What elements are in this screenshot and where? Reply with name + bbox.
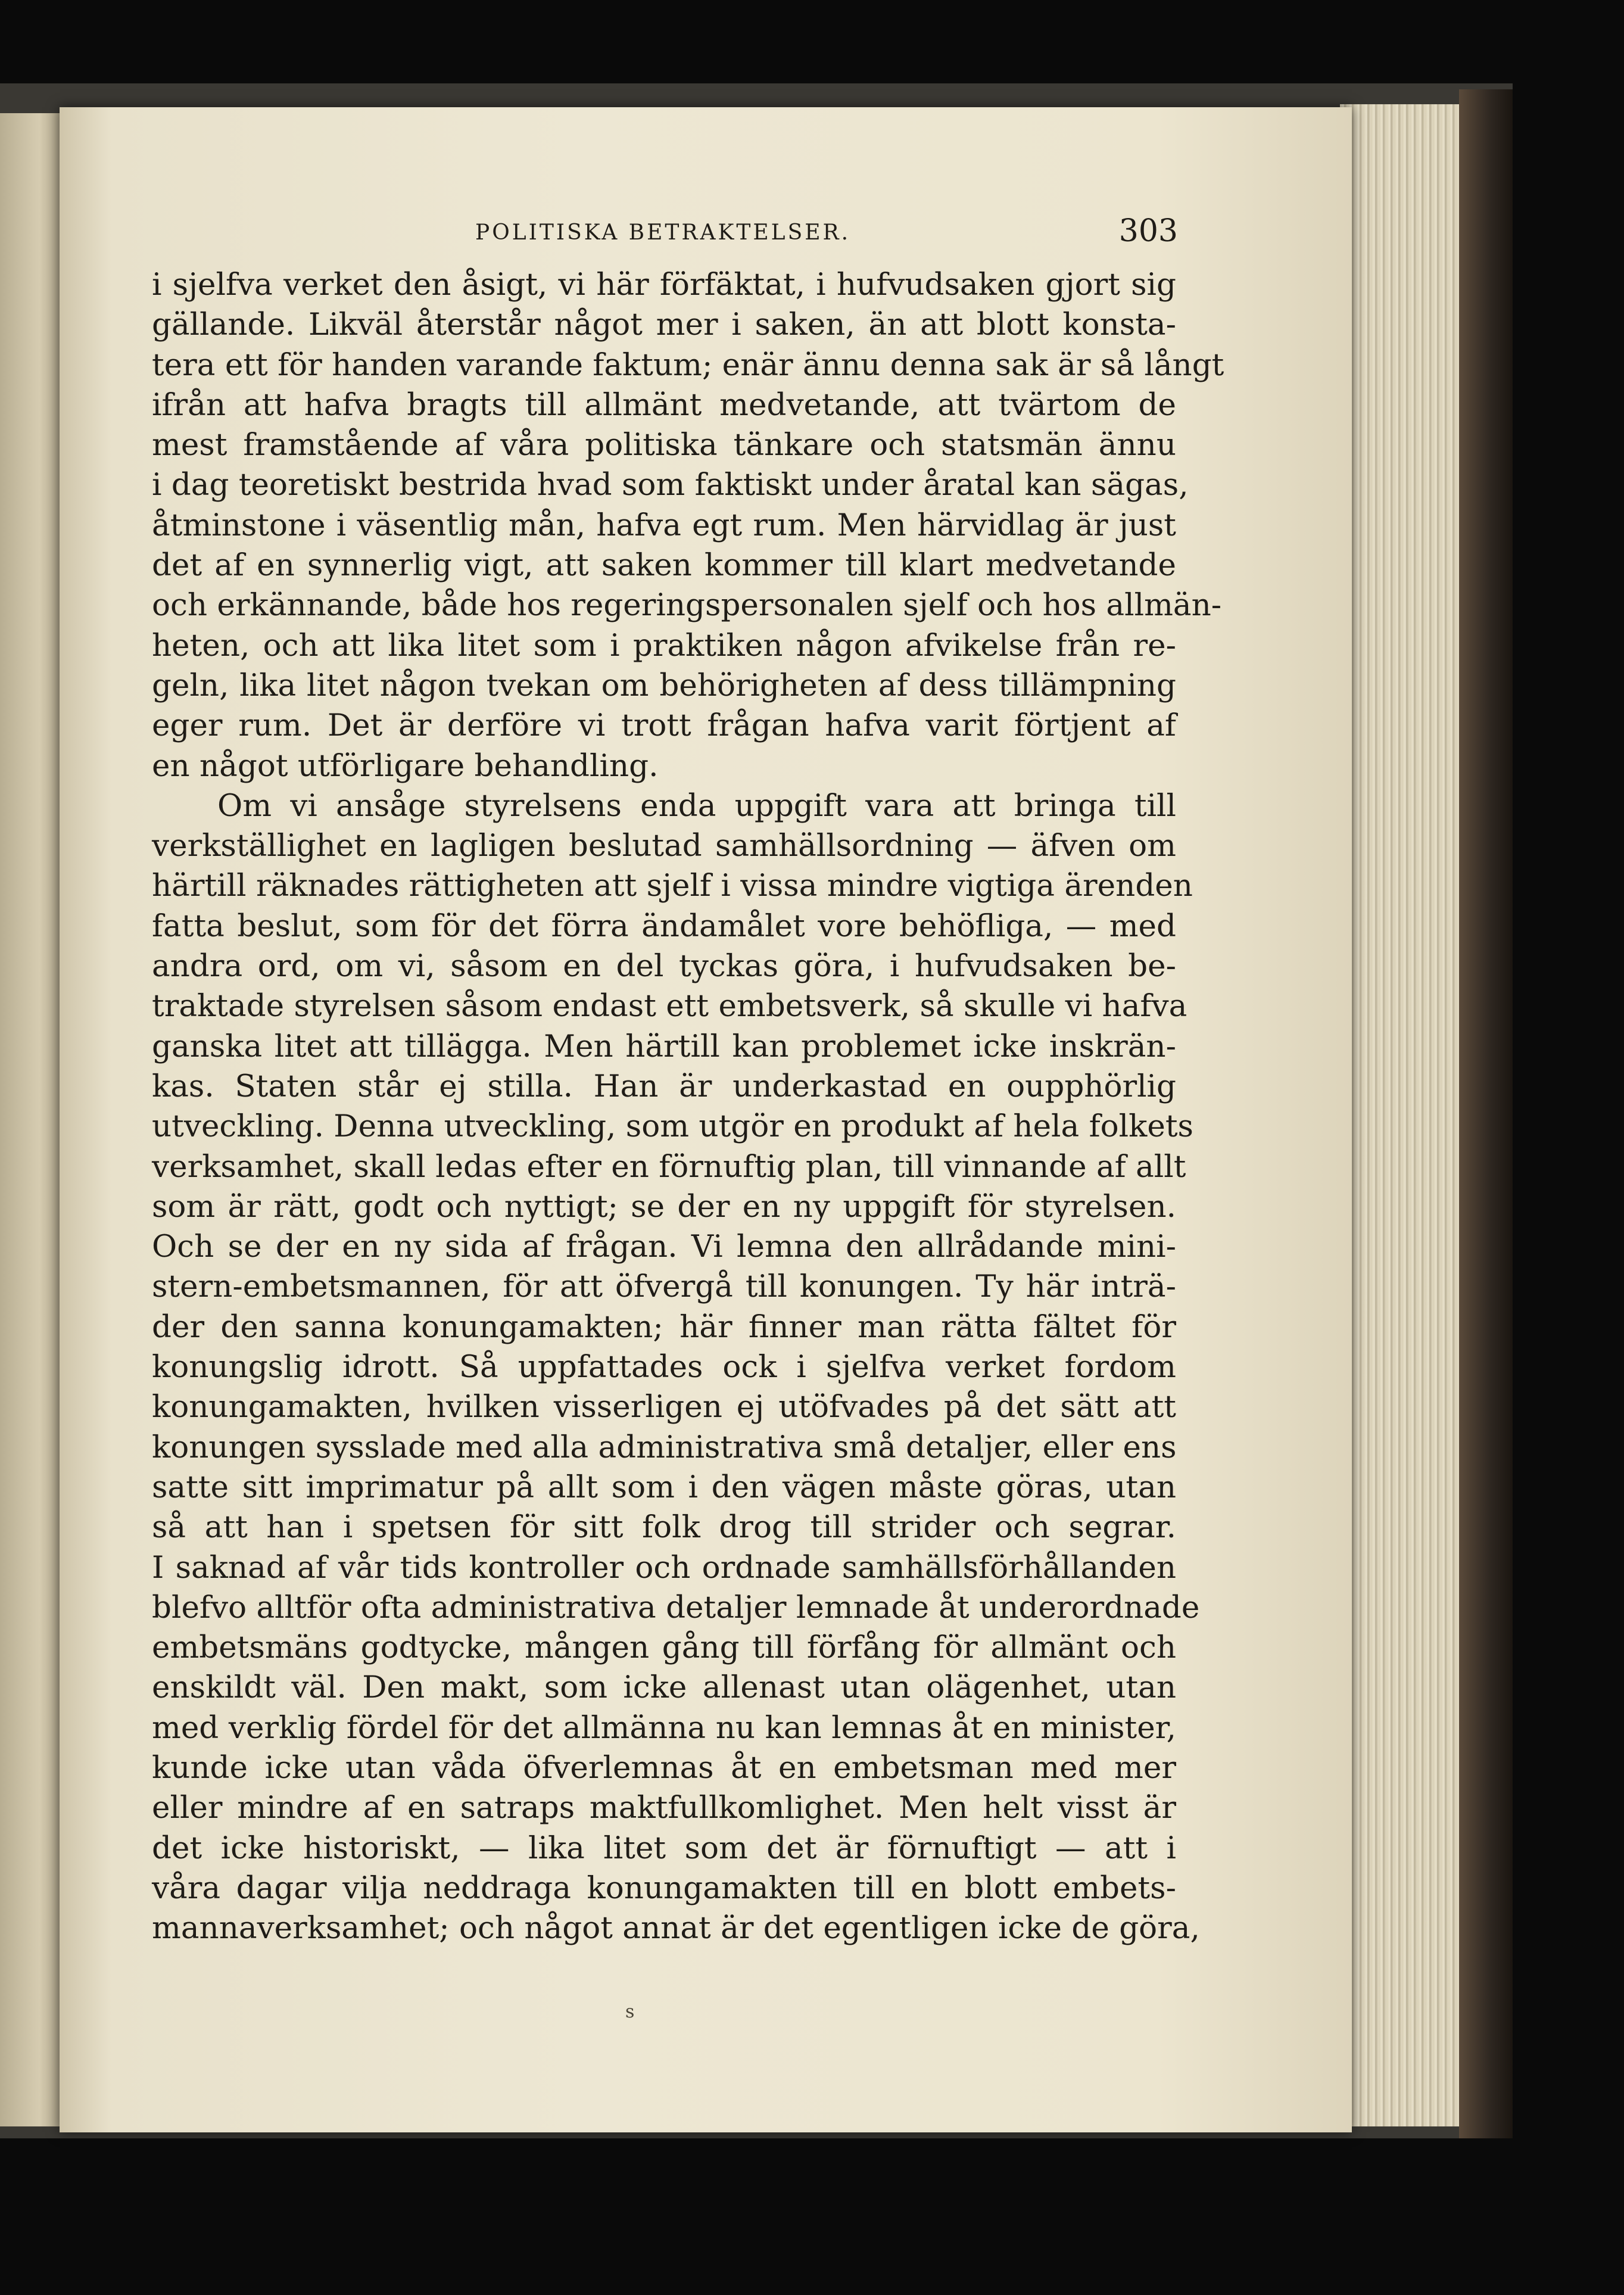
text-line: och erkännande, både hos regeringspersonalen sjelf och hos allmän- bbox=[152, 587, 1222, 624]
text-line: eger rum. Det är derföre vi trott frågan hafva varit förtjent af bbox=[152, 708, 1176, 744]
text-line: ganska litet att tillägga. Men härtill kan problemet icke inskrän- bbox=[152, 1028, 1176, 1064]
text-line: så att han i spetsen för sitt folk drog till strider och segrar. bbox=[152, 1509, 1176, 1546]
page-number: 303 bbox=[1118, 213, 1178, 249]
text-line: blefvo alltför ofta administrativa detaljer lemnade åt underordnade bbox=[152, 1589, 1200, 1626]
text-line: heten, och att lika litet som i praktiken någon afvikelse från re- bbox=[152, 627, 1176, 664]
text-line: Om vi ansåge styrelsens enda uppgift vara att bringa till bbox=[217, 787, 1176, 824]
page-header bbox=[154, 210, 1178, 263]
text-line: härtill räknades rättigheten att sjelf i vissa mindre vigtiga ärenden bbox=[152, 868, 1193, 904]
text-line: stern-embetsmannen, för att öfvergå till konungen. Ty här inträ- bbox=[152, 1269, 1176, 1305]
text-line: konungamakten, hvilken visserligen ej utöfvades på det sätt att bbox=[152, 1389, 1176, 1425]
book-spine bbox=[1459, 89, 1513, 2138]
text-line: tera ett för handen varande faktum; enär ännu denna sak är så långt bbox=[152, 347, 1224, 383]
text-line: åtminstone i väsentlig mån, hafva egt rum. Men härvidlag är just bbox=[152, 507, 1176, 543]
text-line: fatta beslut, som för det förra ändamålet vore behöfliga, — med bbox=[152, 908, 1176, 944]
text-line: satte sitt imprimatur på allt som i den vägen måste göras, utan bbox=[152, 1469, 1176, 1505]
text-line: gällande. Likväl återstår något mer i saken, än att blott konsta- bbox=[152, 307, 1176, 343]
text-line: det icke historiskt, — lika litet som det är förnuftigt — att i bbox=[152, 1830, 1176, 1866]
text-line: kas. Staten står ej stilla. Han är underkastad en oupphörlig bbox=[152, 1068, 1176, 1104]
text-line: med verklig fördel för det allmänna nu kan lemnas åt en minister, bbox=[152, 1709, 1176, 1746]
text-line: i sjelfva verket den åsigt, vi här förfäktat, i hufvudsaken gjort sig bbox=[152, 267, 1176, 303]
text-line: eller mindre af en satraps maktfullkomlighet. Men helt visst är bbox=[152, 1790, 1176, 1826]
text-line: geln, lika litet någon tvekan om behörigheten af dess tillämpning bbox=[152, 667, 1176, 703]
text-line: konungslig idrott. Så uppfattades ock i sjelfva verket fordom bbox=[152, 1349, 1176, 1385]
page-edges bbox=[1340, 104, 1459, 2126]
text-line: utveckling. Denna utveckling, som utgör en produkt af hela folkets bbox=[152, 1108, 1193, 1145]
text-line: traktade styrelsen såsom endast ett embetsverk, så skulle vi hafva bbox=[152, 988, 1187, 1025]
body-text bbox=[152, 265, 1224, 1948]
text-line: enskildt väl. Den makt, som icke allenast utan olägenhet, utan bbox=[152, 1670, 1176, 1706]
text-line: andra ord, om vi, såsom en del tyckas göra, i hufvudsaken be- bbox=[152, 948, 1176, 985]
text-line: en något utförligare behandling. bbox=[152, 748, 659, 784]
text-line: som är rätt, godt och nyttigt; se der en ny uppgift för styrelsen. bbox=[152, 1188, 1176, 1225]
text-line: verkställighet en lagligen beslutad samhällsordning — äfven om bbox=[152, 828, 1176, 864]
text-line: I saknad af vår tids kontroller och ordnade samhällsförhållanden bbox=[152, 1549, 1176, 1586]
text-line: i dag teoretiskt bestrida hvad som faktiskt under åratal kan sägas, bbox=[152, 467, 1189, 503]
text-line: mest framstående af våra politiska tänkare och statsmän ännu bbox=[152, 427, 1176, 463]
footer-mark: s bbox=[625, 2001, 635, 2022]
text-line: det af en synnerlig vigt, att saken kommer till klart medvetande bbox=[152, 547, 1176, 584]
text-line: der den sanna konungamakten; här finner man rätta fältet för bbox=[152, 1309, 1176, 1345]
text-line: våra dagar vilja neddraga konungamakten till en blott embets- bbox=[152, 1870, 1176, 1906]
running-head: POLITISKA BETRAKTELSER. bbox=[475, 220, 851, 245]
text-line: Och se der en ny sida af frågan. Vi lemna den allrådande mini- bbox=[152, 1229, 1176, 1265]
text-line: verksamhet, skall ledas efter en förnuftig plan, till vinnande af allt bbox=[152, 1148, 1186, 1185]
text-line: konungen sysslade med alla administrativa små detaljer, eller ens bbox=[152, 1429, 1177, 1465]
text-line: kunde icke utan våda öfverlemnas åt en embetsman med mer bbox=[152, 1749, 1176, 1786]
text-line: mannaverksamhet; och något annat är det egentligen icke de göra, bbox=[152, 1910, 1200, 1947]
text-line: ifrån att hafva bragts till allmänt medvetande, att tvärtom de bbox=[152, 387, 1176, 423]
facing-page-edge bbox=[0, 113, 66, 2126]
text-line: embetsmäns godtycke, mången gång till förfång för allmänt och bbox=[152, 1630, 1176, 1666]
